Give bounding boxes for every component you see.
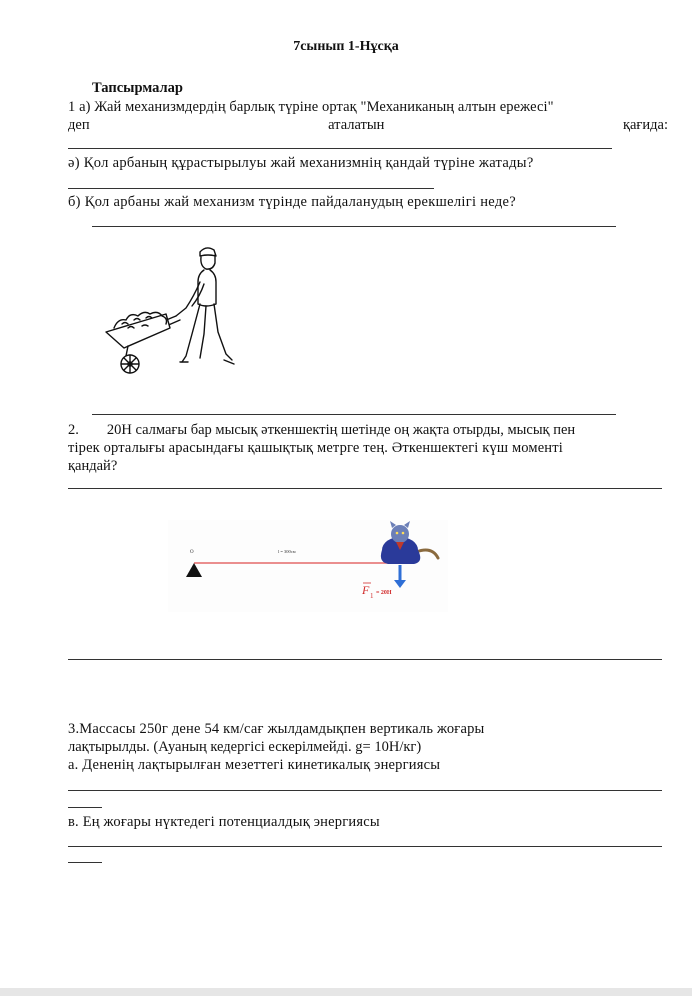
answer-line[interactable]	[92, 414, 616, 415]
q1-line2-word: деп	[68, 117, 90, 133]
force-value: = 20Н	[376, 590, 392, 596]
q1-line2	[68, 116, 668, 134]
q1-line1: 1 а) Жай механизмдердің барлық түріне ортақ "Механиканың алтын ережесі"	[68, 99, 554, 115]
lever-figure	[168, 520, 448, 612]
answer-line[interactable]	[68, 148, 612, 149]
answer-line[interactable]	[68, 188, 434, 189]
answer-line[interactable]	[68, 488, 662, 489]
answer-line[interactable]	[68, 790, 662, 791]
answer-line[interactable]	[92, 226, 616, 227]
q1-line2-word: аталатын	[328, 117, 385, 133]
q1-part-b: б) Қол арбаны жай механизм түрінде пайдаланудың ерекшелігі неде?	[68, 194, 516, 210]
force-label: F	[362, 583, 370, 597]
q2-line2: тірек орталығы арасындағы қашықтық метрге тең. Әткеншектегі күш моменті	[68, 440, 563, 456]
force-subscript: 1	[370, 592, 374, 600]
q1-line2-word: қағида:	[622, 117, 668, 133]
wheelbarrow-illustration	[100, 240, 240, 380]
answer-line[interactable]	[68, 659, 662, 660]
answer-line[interactable]	[68, 846, 662, 847]
tasks-heading: Тапсырмалар	[92, 80, 183, 96]
page-title: 7сынып 1-Нұсқа	[293, 39, 399, 54]
answer-line[interactable]	[68, 862, 102, 863]
q3-line2: лақтырылды. (Ауаның кедергісі ескерілмейді. g= 10Н/кг)	[68, 739, 422, 755]
q2-line1-text: 20Н салмағы бар мысық әткеншектің шетінде оң жақта отырды, мысық пен	[106, 422, 576, 438]
q3-line1: 3.Массасы 250г дене 54 км/сағ жылдамдықпен вертикаль жоғары	[68, 721, 485, 737]
length-label: l = 300см	[278, 549, 296, 554]
q3-part-a: а. Дененің лақтырылған мезеттегі кинетикалық энергиясы	[68, 757, 441, 773]
q2-number: 2.	[68, 422, 79, 438]
q2-line1	[68, 421, 668, 439]
q2-line3: қандай?	[68, 458, 118, 474]
pivot-label: О	[190, 550, 194, 555]
answer-line[interactable]	[68, 807, 102, 808]
q1-part-ae: ә) Қол арбаның құрастырылуы жай механизмнің қандай түріне жатады?	[68, 155, 534, 171]
q3-part-v: в. Ең жоғары нүктедегі потенциалдық энергиясы	[68, 814, 380, 830]
